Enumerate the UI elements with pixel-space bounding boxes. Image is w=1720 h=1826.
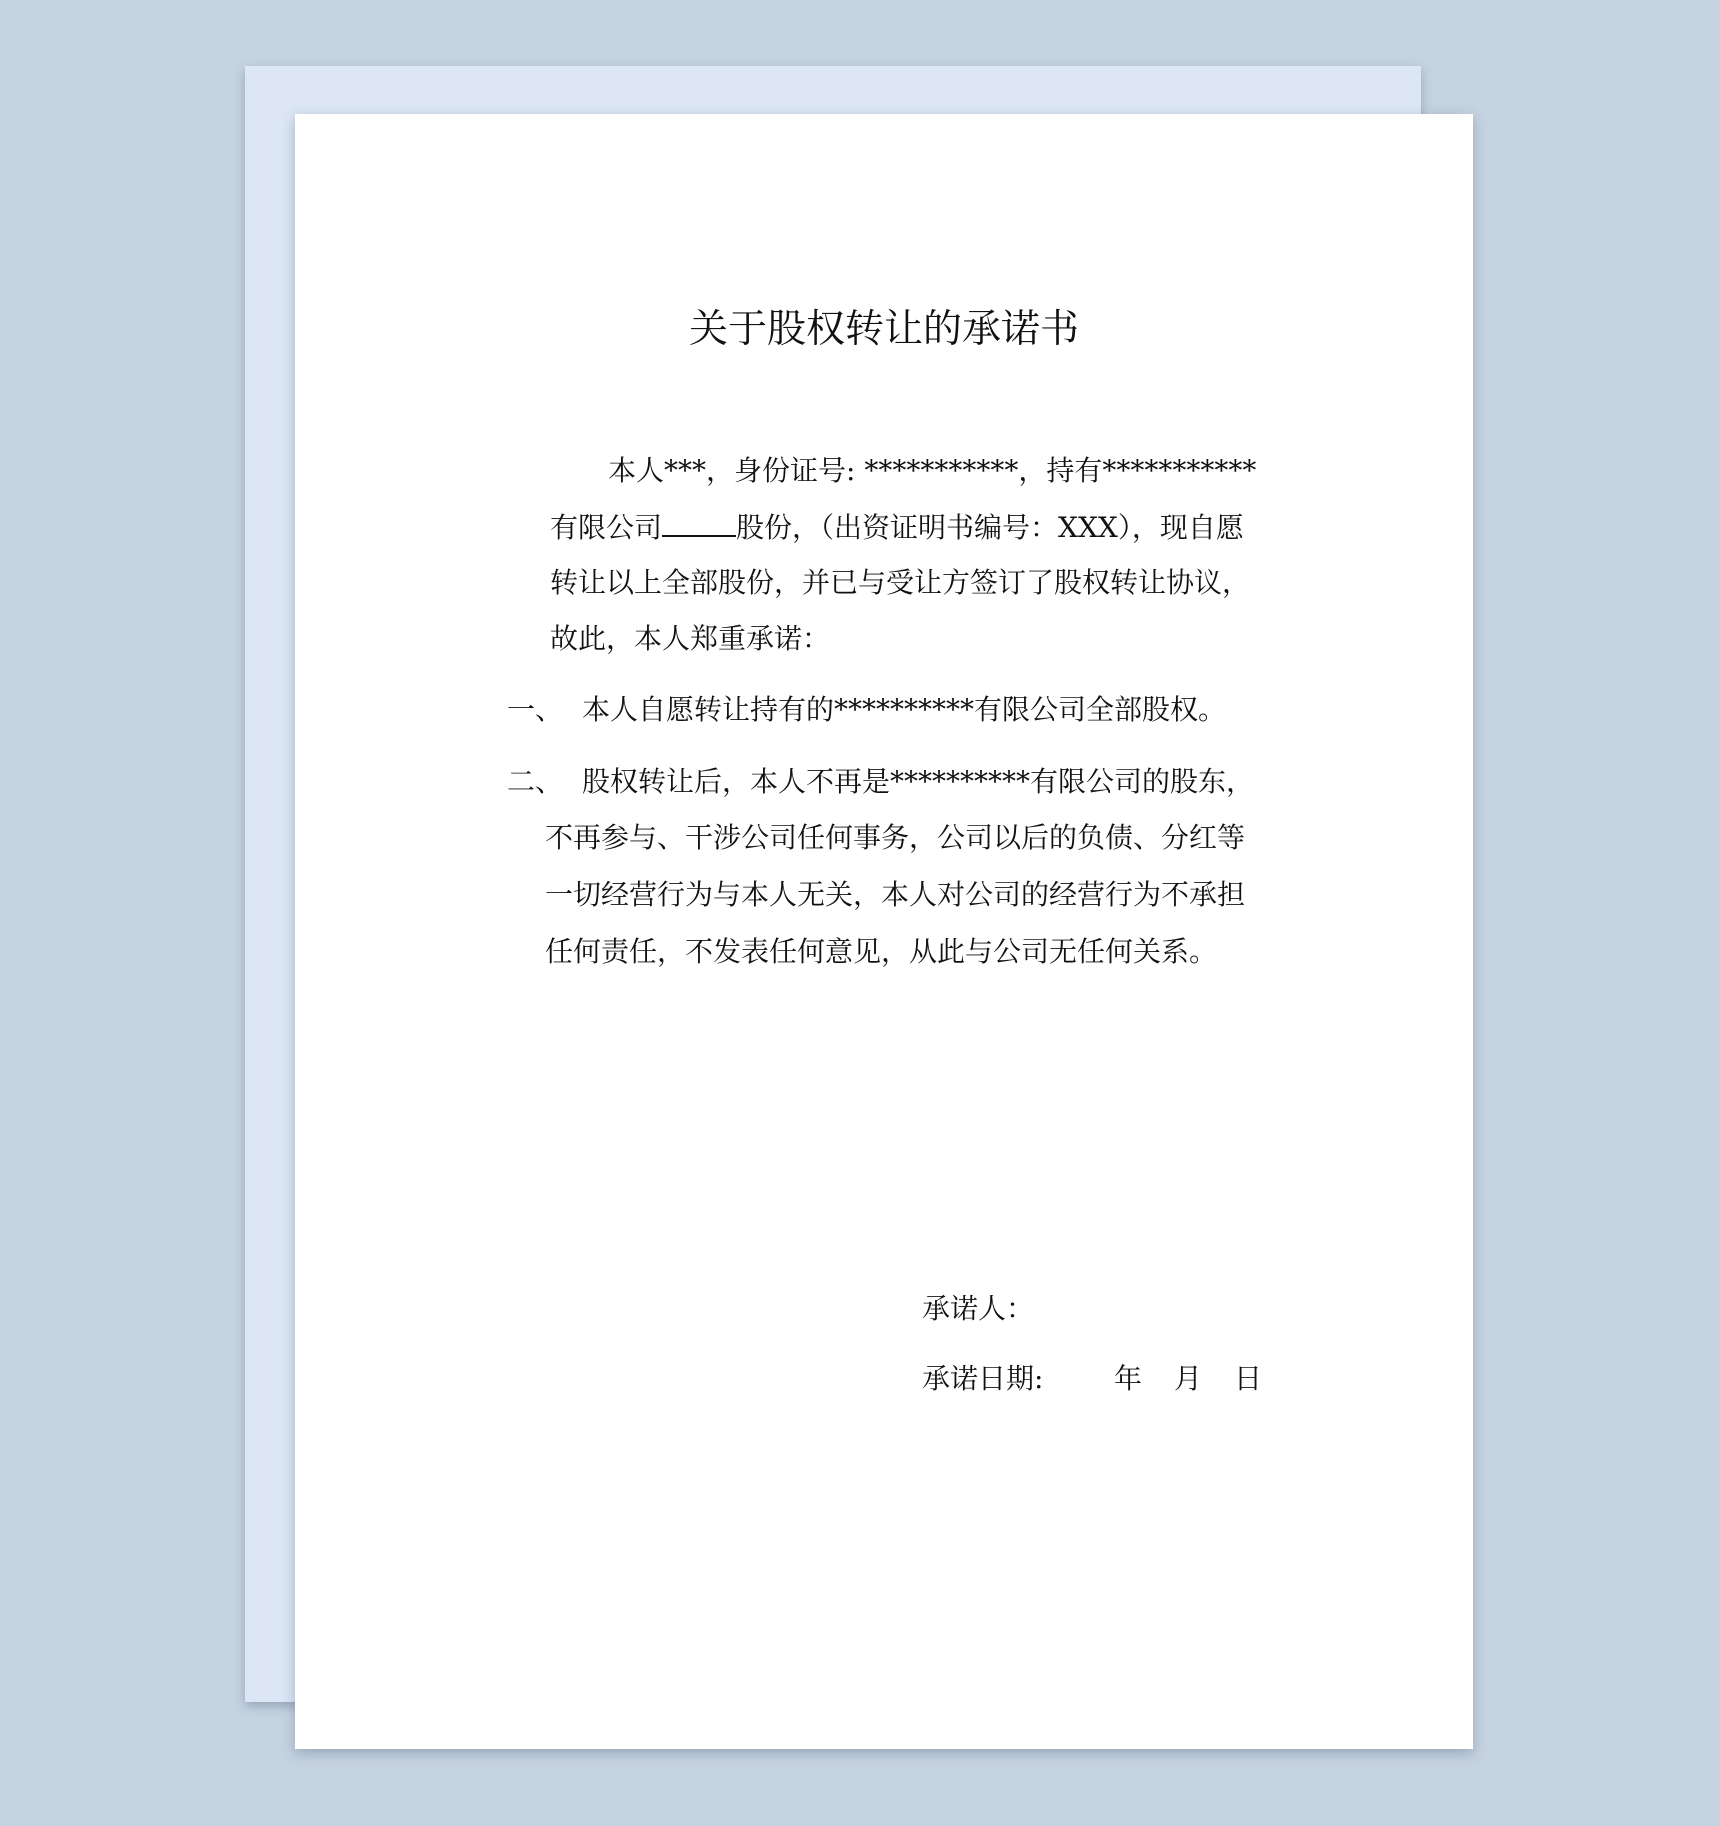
document-title: 关于股权转让的承诺书 — [688, 307, 1079, 352]
intro-line-1: 本人***，身份证号: ***********，持有*********** — [608, 454, 1257, 487]
item-1-marker: 一、 — [507, 693, 564, 726]
date-year: 年 — [1114, 1362, 1143, 1395]
item-2-marker: 二、 — [507, 765, 564, 798]
document-page — [295, 114, 1473, 1749]
item-2-line-4: 任何责任，不发表任何意见，从此与公司无任何关系。 — [545, 935, 1218, 968]
intro-line-2a: 有限公司 — [550, 511, 663, 544]
blank-underline — [662, 509, 736, 537]
intro-line-4: 故此，本人郑重承诺： — [550, 622, 831, 655]
item-2-line-3: 一切经营行为与本人无关，本人对公司的经营行为不承担 — [545, 878, 1246, 911]
intro-line-2b: 股份，（出资证明书编号：XXX），现自愿 — [736, 511, 1244, 544]
date-day: 日 — [1234, 1362, 1263, 1395]
item-1-line-1: 本人自愿转让持有的**********有限公司全部股权。 — [582, 693, 1227, 726]
date-month: 月 — [1174, 1362, 1203, 1395]
intro-line-3: 转让以上全部股份，并已与受让方签订了股权转让协议， — [550, 566, 1251, 599]
item-2-line-1: 股权转让后，本人不再是**********有限公司的股东， — [582, 765, 1255, 798]
item-2-line-2: 不再参与、干涉公司任何事务，公司以后的负债、分红等 — [545, 821, 1246, 854]
signer-label: 承诺人： — [922, 1292, 1035, 1325]
date-label: 承诺日期: — [922, 1362, 1044, 1395]
intro-line-2 — [550, 509, 1244, 546]
